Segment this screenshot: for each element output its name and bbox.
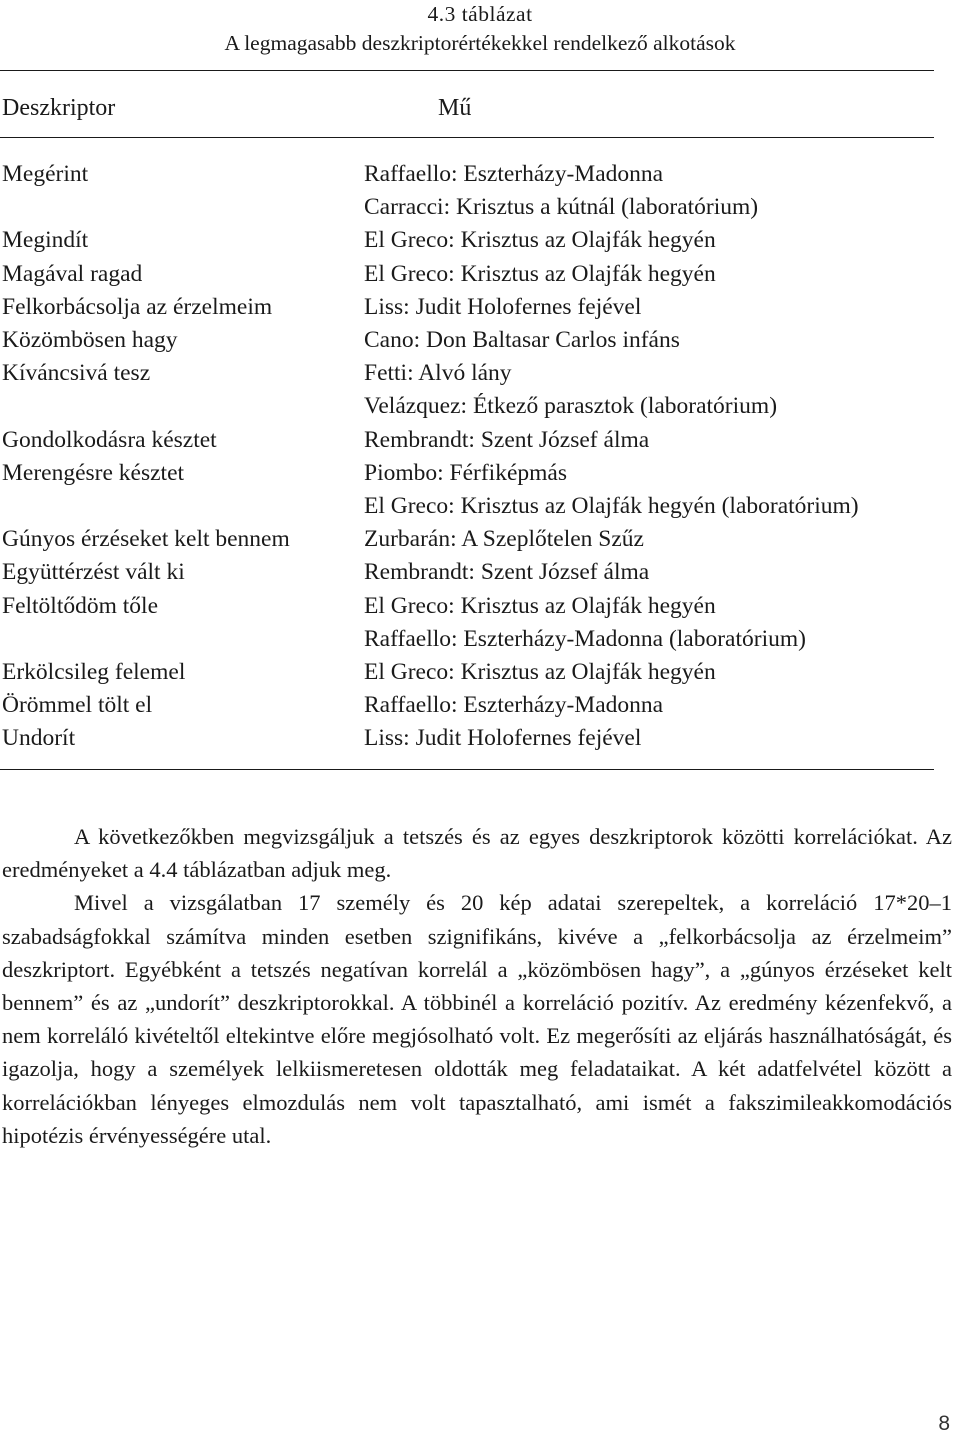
table-row: [0, 523, 960, 556]
table-row: [0, 390, 960, 423]
table-top-rule: [0, 70, 934, 71]
table-row: [0, 357, 960, 390]
table-row: [0, 589, 960, 622]
descriptor-cell: Gondolkodásra késztet: [2, 426, 217, 453]
descriptor-cell: Megérint: [2, 161, 89, 188]
descriptor-cell: Örömmel tölt el: [2, 692, 153, 719]
table-row: [0, 689, 960, 722]
table-row: [0, 224, 960, 257]
table-row: [0, 324, 960, 357]
descriptor-cell: Merengésre késztet: [2, 459, 185, 486]
descriptor-table-body: [0, 158, 960, 755]
descriptor-cell: Erkölcsileg felemel: [2, 658, 186, 685]
body-text: [2, 820, 952, 1152]
table-row: [0, 656, 960, 689]
descriptor-cell: Együttérzést vált ki: [2, 559, 185, 586]
descriptor-cell: Gúnyos érzéseket kelt bennem: [2, 526, 290, 553]
paragraph: Mivel a vizsgálatban 17 személy és 20 kép adatai szerepeltek, a korreláció 17*20–1 szabadságfokkal számítva minden esetben szignifikáns, kivéve a „felkorbácsolja az érzelmeim” deszkriptort. Egyébként a tetszés negatívan korrelál a „közömbösen hagy”, a „gúnyos érzéseket kelt bennem” és az „undorít” deszkriptorokkal. A többinél a korreláció pozitív. Az eredmény kézenfekvő, a nem korreláló kivételtől eltekintve előre megjósolható volt. Ez megerősíti az eljárás használhatóságát, és igazolja, hogy a személyek lelkiismeretesen oldották meg feladataikat. A két adatfelvétel között a korrelációkban lényeges elmozdulás nem volt tapasztalható, ami ismét a fakszimileakkomodációs hipotézis érvényességére utal.: [2, 890, 952, 1148]
paragraph: A következőkben megvizsgáljuk a tetszés és az egyes deszkriptorok közötti korrelációkat. Az eredményeket a 4.4 táblázatban adjuk meg.: [2, 824, 952, 883]
work-cell: El Greco: Krisztus az Olajfák hegyén: [364, 592, 716, 619]
work-cell: Liss: Judit Holofernes fejével: [364, 725, 642, 752]
descriptor-cell: Magával ragad: [2, 260, 143, 287]
descriptor-cell: Feltöltődöm tőle: [2, 592, 159, 619]
page-number: 8: [938, 1412, 950, 1435]
table-caption-title: A legmagasabb deszkriptorértékekkel rendelkező alkotások: [224, 31, 736, 55]
work-cell: Rembrandt: Szent József álma: [364, 426, 650, 453]
descriptor-cell: Közömbösen hagy: [2, 327, 178, 354]
table-row: [0, 457, 960, 490]
work-cell: Raffaello: Eszterházy-Madonna: [364, 161, 664, 188]
work-cell: Carracci: Krisztus a kútnál (laboratórium): [364, 194, 759, 221]
work-cell: Zurbarán: A Szeplőtelen Szűz: [364, 526, 644, 553]
table-row: [0, 722, 960, 755]
work-cell: Raffaello: Eszterházy-Madonna: [364, 692, 664, 719]
descriptor-cell: Felkorbácsolja az érzelmeim: [2, 293, 273, 320]
work-cell: El Greco: Krisztus az Olajfák hegyén (laboratórium): [364, 492, 859, 519]
work-cell: Liss: Judit Holofernes fejével: [364, 293, 642, 320]
table-header-rule: [0, 137, 934, 138]
table-row: [0, 258, 960, 291]
work-cell: Raffaello: Eszterházy-Madonna (laboratórium): [364, 625, 806, 652]
table-caption-number: 4.3 táblázat: [427, 2, 533, 26]
table-row: [0, 191, 960, 224]
work-cell: El Greco: Krisztus az Olajfák hegyén: [364, 227, 716, 254]
table-bottom-rule: [0, 769, 934, 770]
column-header-descriptor: Deszkriptor: [2, 95, 116, 121]
table-row: [0, 623, 960, 656]
work-cell: El Greco: Krisztus az Olajfák hegyén: [364, 260, 716, 287]
work-cell: Cano: Don Baltasar Carlos infáns: [364, 327, 680, 354]
work-cell: Piombo: Férfiképmás: [364, 459, 567, 486]
table-row: [0, 424, 960, 457]
work-cell: Rembrandt: Szent József álma: [364, 559, 650, 586]
work-cell: El Greco: Krisztus az Olajfák hegyén: [364, 658, 716, 685]
work-cell: Velázquez: Étkező parasztok (laboratórium): [364, 393, 778, 420]
table-row: [0, 556, 960, 589]
table-row: [0, 158, 960, 191]
work-cell: Fetti: Alvó lány: [364, 360, 512, 387]
table-row: [0, 291, 960, 324]
descriptor-cell: Undorít: [2, 725, 76, 752]
table-row: [0, 490, 960, 523]
column-header-work: Mű: [438, 95, 472, 121]
descriptor-cell: Megindít: [2, 227, 89, 254]
descriptor-cell: Kíváncsivá tesz: [2, 360, 151, 387]
